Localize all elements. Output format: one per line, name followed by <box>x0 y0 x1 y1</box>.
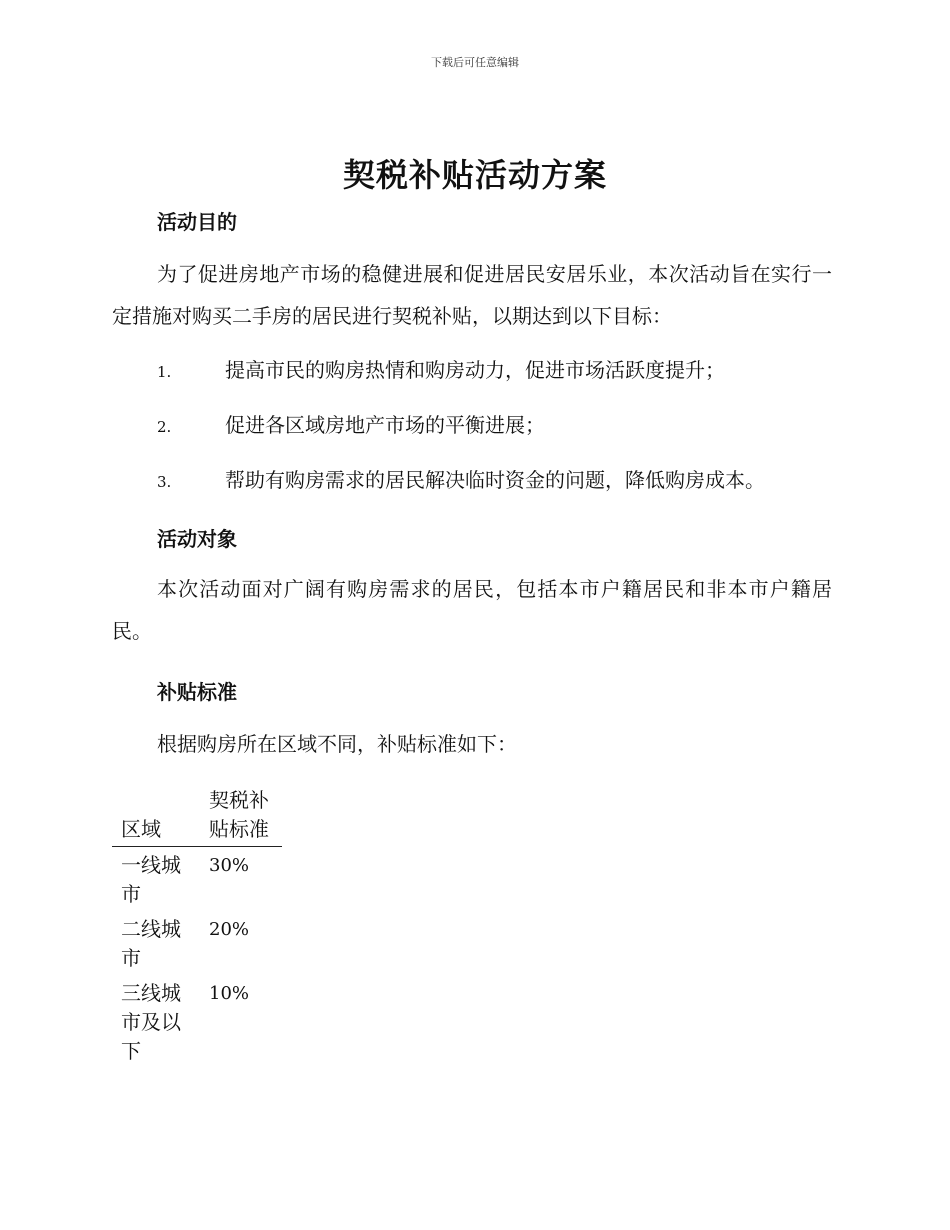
target-paragraph: 本次活动面对广阔有购房需求的居民，包括本市户籍居民和非本市户籍居民。 <box>112 577 832 643</box>
section-heading-standard: 补贴标准 <box>157 680 237 704</box>
table-cell-rate: 30% <box>209 855 250 876</box>
standard-paragraph: 根据购房所在区域不同，补贴标准如下： <box>157 732 517 756</box>
document-title: 契税补贴活动方案 <box>342 156 607 194</box>
table-cell-rate: 10% <box>209 983 250 1004</box>
section-heading-purpose: 活动目的 <box>157 210 237 234</box>
list-number: 2. <box>157 418 172 436</box>
table-cell-region: 一线城市 <box>121 853 181 906</box>
list-item <box>157 410 545 442</box>
table-row <box>112 911 282 975</box>
subsidy-table <box>112 786 282 1068</box>
purpose-paragraph: 为了促进房地产市场的稳健进展和促进居民安居乐业，本次活动旨在实行一定措施对购买二手房的居民进行契税补贴，以期达到以下目标： <box>112 262 832 328</box>
list-number: 1. <box>157 363 172 381</box>
list-text: 促进各区域房地产市场的平衡进展； <box>225 413 545 437</box>
list-text: 提高市民的购房热情和购房动力，促进市场活跃度提升； <box>225 358 725 382</box>
table-cell-rate: 20% <box>209 919 250 940</box>
list-number: 3. <box>157 473 172 491</box>
section-heading-target: 活动对象 <box>157 527 237 551</box>
table-header-rate: 契税补贴标准 <box>200 786 282 847</box>
table-row <box>112 847 282 912</box>
list-item <box>157 355 725 387</box>
list-item <box>157 465 765 497</box>
table-header-row <box>112 786 282 847</box>
header-note: 下载后可任意编辑 <box>431 56 519 69</box>
table-row <box>112 975 282 1068</box>
table-cell-region: 二线城市 <box>121 917 181 970</box>
table-header-region: 区域 <box>112 786 200 847</box>
table-cell-region: 三线城市及以下 <box>121 981 181 1063</box>
list-text: 帮助有购房需求的居民解决临时资金的问题，降低购房成本。 <box>225 468 765 492</box>
